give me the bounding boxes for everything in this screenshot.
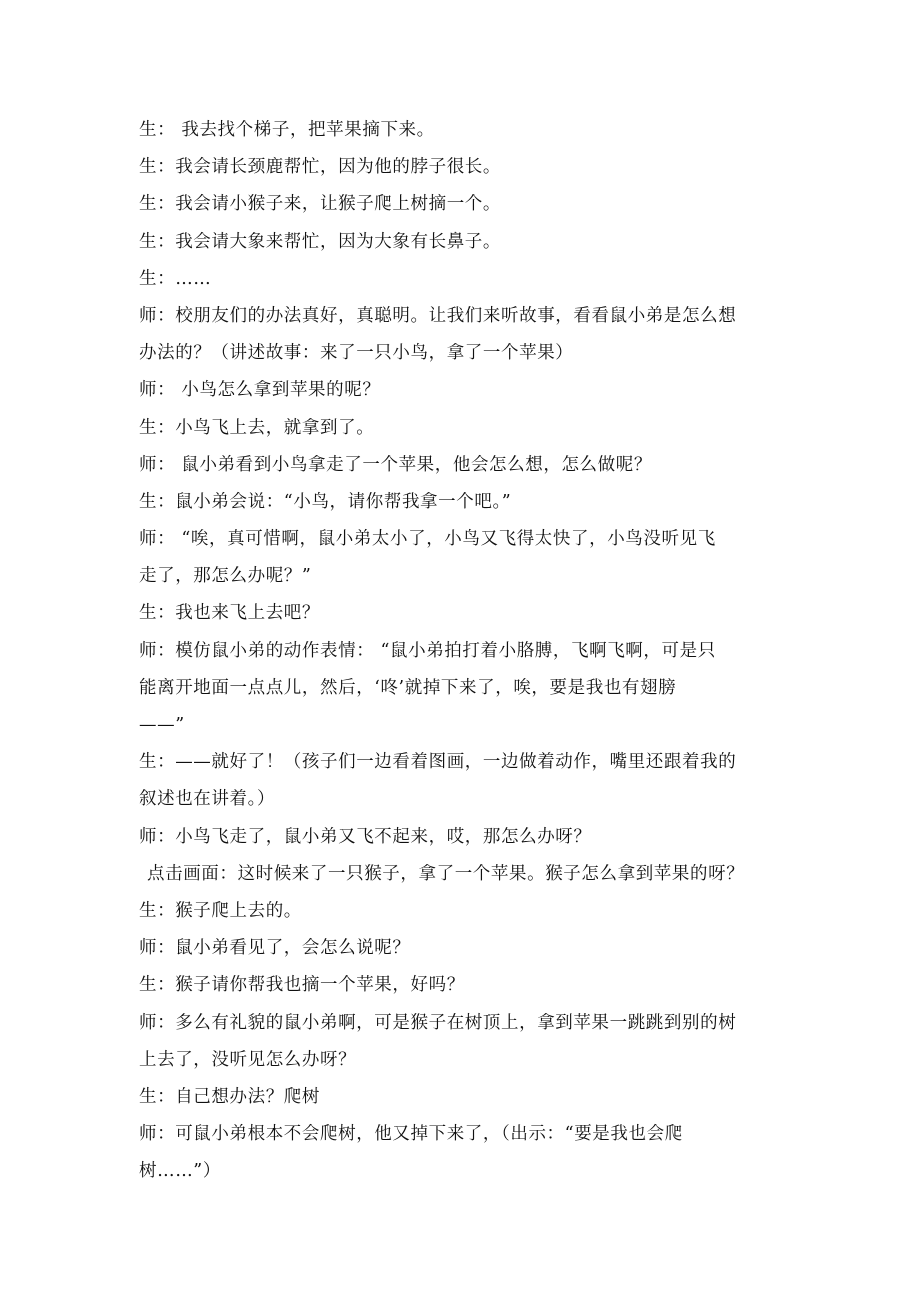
transcript-line: 生：我也来飞上去吧？ bbox=[139, 603, 320, 624]
transcript-line: 生： 我去找个梯子，把苹果摘下来。 bbox=[139, 120, 435, 140]
transcript-line: 上去了，没听见怎么办呀？ bbox=[139, 1049, 357, 1070]
transcript-line: 生：我会请长颈鹿帮忙，因为他的脖子很长。 bbox=[139, 157, 501, 178]
transcript-line: 师：多么有礼貌的鼠小弟啊，可是猴子在树顶上，拿到苹果一跳跳到别的树 bbox=[139, 1012, 737, 1033]
transcript-line: 走了，那怎么办呢？” bbox=[139, 566, 312, 587]
transcript-line: 师： “唉，真可惜啊，鼠小弟太小了，小鸟又飞得太快了，小鸟没听见飞 bbox=[139, 529, 716, 550]
transcript-line: 办法的？（讲述故事：来了一只小鸟，拿了一个苹果） bbox=[139, 343, 574, 364]
transcript-line: 生：我会请小猴子来，让猴子爬上树摘一个。 bbox=[139, 194, 501, 215]
transcript-line: 生：…… bbox=[139, 268, 212, 289]
transcript-line: 生：——就好了！（孩子们一边看着图画，一边做着动作，嘴里还跟着我的 bbox=[139, 752, 737, 773]
transcript-line: 树……”） bbox=[139, 1161, 221, 1182]
transcript-line: 师： 小鸟怎么拿到苹果的呢？ bbox=[139, 380, 381, 401]
transcript-line: 师：可鼠小弟根本不会爬树，他又掉下来了，（出示：“要是我也会爬 bbox=[139, 1124, 683, 1145]
transcript-line: 师：模仿鼠小弟的动作表情： “鼠小弟拍打着小胳膊，飞啊飞啊，可是只 bbox=[139, 640, 716, 661]
transcript-line: 生：自己想办法？爬树 bbox=[139, 1086, 320, 1107]
transcript-line: 生：小鸟飞上去，就拿到了。 bbox=[139, 417, 375, 438]
transcript-line: 生：鼠小弟会说：“小鸟，请你帮我拿一个吧。” bbox=[139, 491, 512, 512]
transcript-line: 师：校朋友们的办法真好，真聪明。让我们来听故事，看看鼠小弟是怎么想 bbox=[139, 305, 737, 326]
transcript-line: 点击画面：这时候来了一只猴子，拿了一个苹果。猴子怎么拿到苹果的呀？ bbox=[147, 863, 745, 884]
transcript-line: 生：我会请大象来帮忙，因为大象有长鼻子。 bbox=[139, 231, 501, 252]
transcript-line: 师：鼠小弟看见了，会怎么说呢？ bbox=[139, 938, 411, 959]
transcript-line: 叙述也在讲着。） bbox=[139, 789, 276, 810]
transcript-line: 能离开地面一点点儿，然后，‘咚’就掉下来了，唉，要是我也有翅膀 bbox=[139, 677, 677, 698]
transcript-line: 生：猴子爬上去的。 bbox=[139, 900, 302, 921]
transcript-body bbox=[139, 112, 789, 1190]
transcript-line: 师：小鸟飞走了，鼠小弟又飞不起来，哎，那怎么办呀？ bbox=[139, 826, 592, 847]
transcript-line: 师： 鼠小弟看到小鸟拿走了一个苹果，他会怎么想，怎么做呢？ bbox=[139, 454, 652, 475]
transcript-line: 生：猴子请你帮我也摘一个苹果，好吗？ bbox=[139, 975, 465, 996]
transcript-line: ——” bbox=[139, 715, 185, 735]
